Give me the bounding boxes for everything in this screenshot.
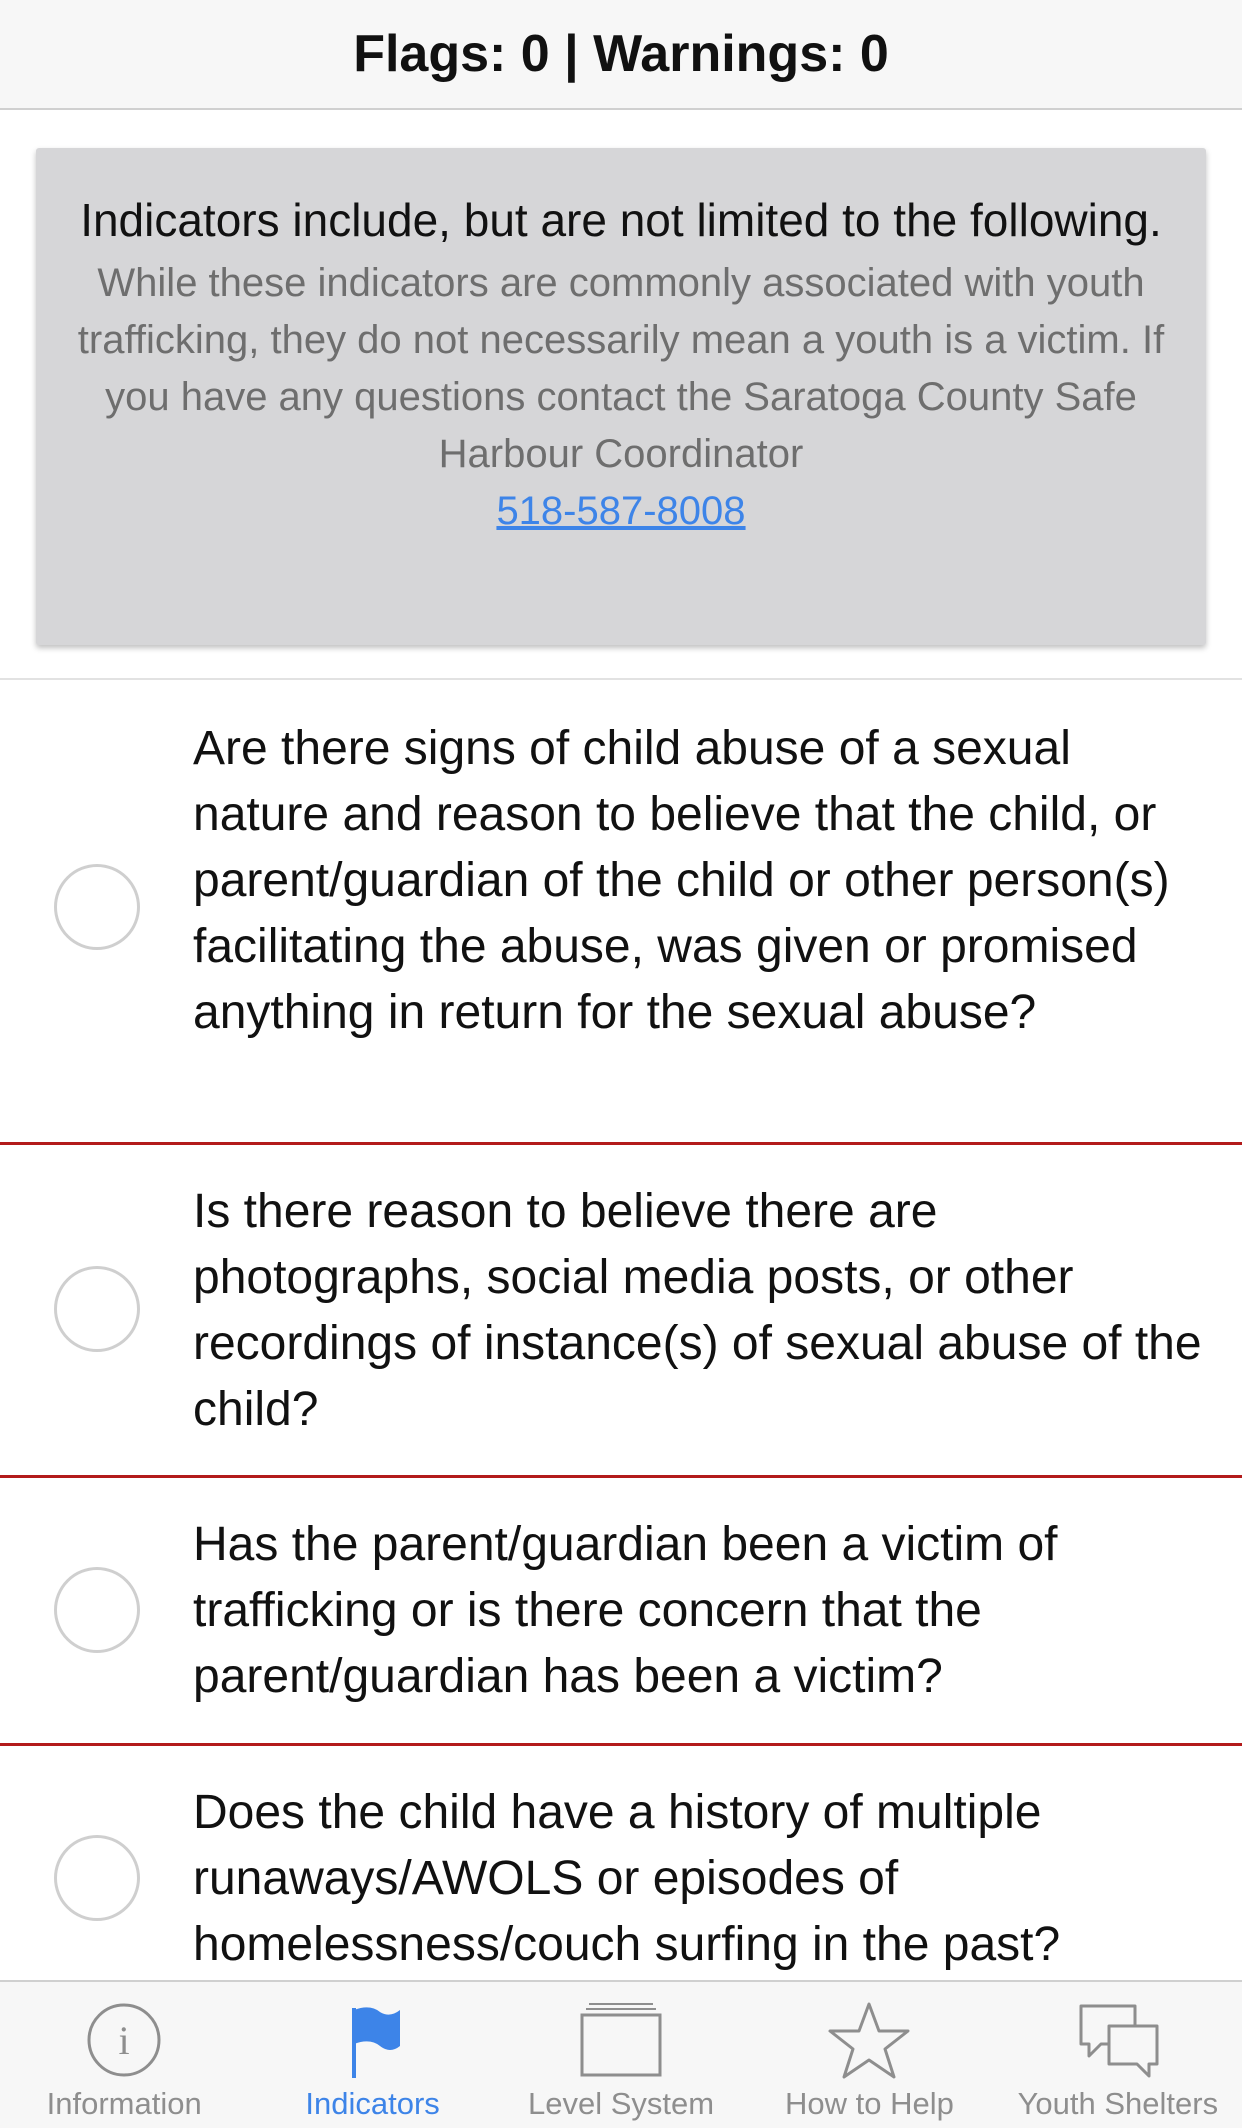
question-text: Has the parent/guardian been a victim of trafficking or is there concern that the parent/guardian has been a victim?: [193, 1518, 1058, 1703]
question-text: Is there reason to believe there are photographs, social media posts, or other recordings of instance(s) of sexual abuse of the child?: [193, 1185, 1202, 1436]
tab-label: Level System: [527, 2086, 715, 2121]
tab-information[interactable]: [0, 1982, 248, 2128]
layers-icon: [576, 2000, 666, 2080]
radio-button[interactable]: [54, 1567, 140, 1653]
tab-label: Information: [46, 2086, 202, 2121]
tab-how-to-help[interactable]: [745, 1982, 993, 2128]
indicator-question-3[interactable]: [0, 1478, 1242, 1746]
indicator-question-2[interactable]: [0, 1145, 1242, 1478]
tab-bar: [0, 1980, 1242, 2128]
nav-header: [0, 0, 1242, 110]
question-text: Are there signs of child abuse of a sexual nature and reason to believe that the child, or parent/guardian of the child or other person(s) facilitating the abuse, was given or promised anything in return for the sexual abuse?: [193, 722, 1170, 1039]
tab-level-system[interactable]: [497, 1982, 745, 2128]
flags-warnings-title: Flags: 0 | Warnings: 0: [353, 25, 889, 83]
tab-label: Youth Shelters: [1017, 2086, 1219, 2121]
indicators-info-card: [36, 148, 1206, 645]
info-card-heading: Indicators include, but are not limited to the following.: [80, 194, 1162, 246]
flag-icon: [328, 2000, 418, 2080]
question-text: Does the child have a history of multiple runaways/AWOLS or episodes of homelessness/couch surfing in the past?: [193, 1786, 1061, 1971]
tab-label: Indicators: [305, 2086, 440, 2121]
tab-label: How to Help: [784, 2086, 954, 2121]
tab-youth-shelters[interactable]: [994, 1982, 1242, 2128]
svg-text:i: i: [118, 2018, 130, 2063]
indicator-question-1[interactable]: [0, 680, 1242, 1145]
radio-button[interactable]: [54, 1835, 140, 1921]
radio-button[interactable]: [54, 1266, 140, 1352]
info-card-body: While these indicators are commonly associated with youth trafficking, they do not necessarily mean a youth is a victim. If you have any questions contact the Saratoga County Safe Harbour Coordinator: [77, 261, 1165, 476]
tab-indicators[interactable]: [248, 1982, 496, 2128]
radio-button[interactable]: [54, 864, 140, 950]
indicator-question-4[interactable]: [0, 1746, 1242, 2006]
coordinator-phone-link[interactable]: 518-587-8008: [496, 489, 746, 533]
info-icon: [79, 2000, 169, 2080]
chat-bubbles-icon: [1073, 2000, 1163, 2080]
star-icon: [824, 2000, 914, 2080]
